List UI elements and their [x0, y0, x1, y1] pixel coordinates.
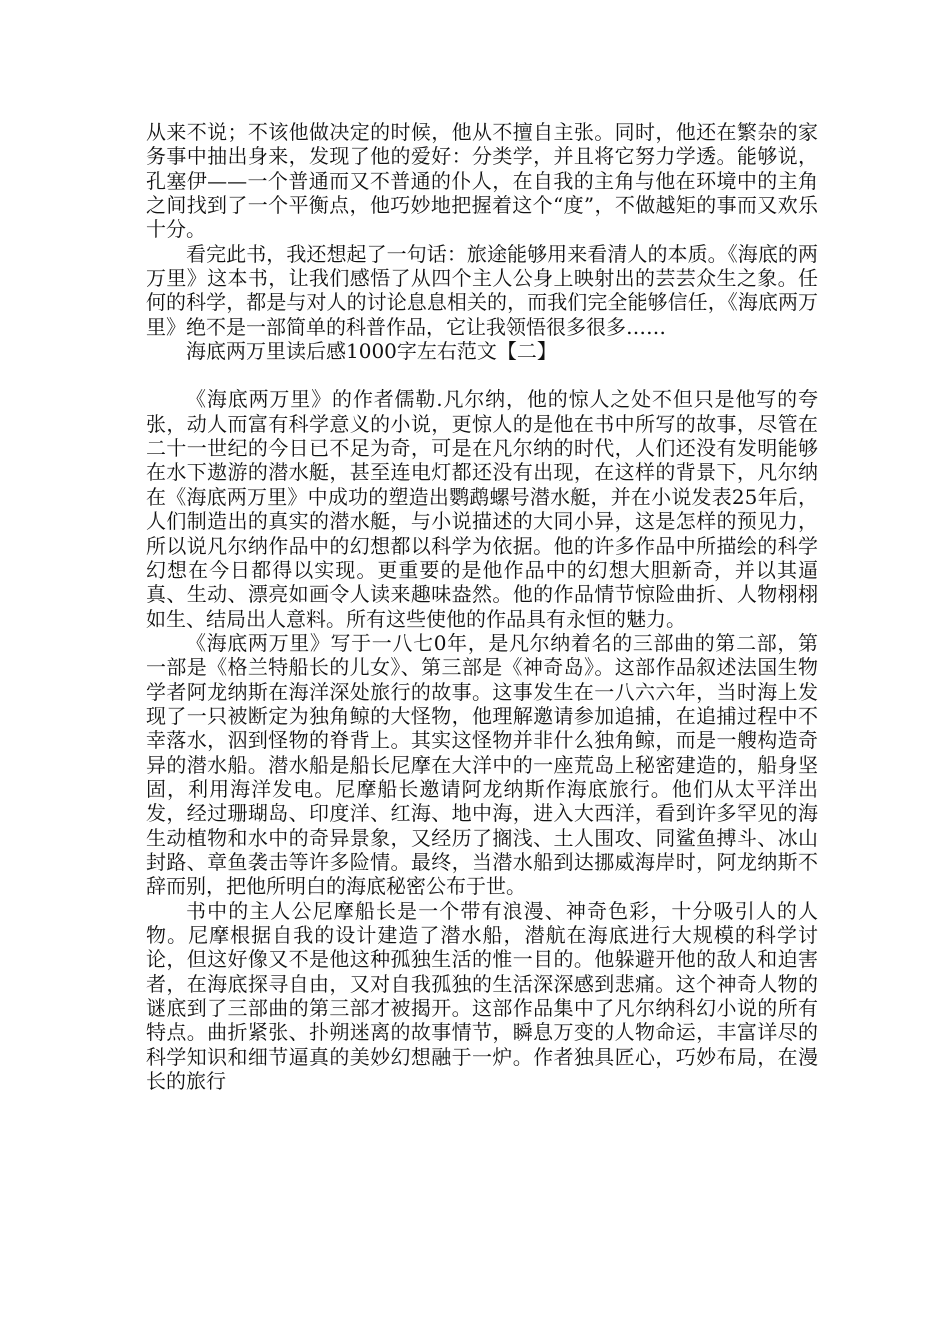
paragraph: 《海底两万里》写于一八七0年，是凡尔纳着名的三部曲的第二部，第一部是《格兰特船长的儿女》、第三部是《神奇岛》。这部作品叙述法国生物学者阿龙纳斯在海洋深处旅行的故事。这事发生在一八六六年，当时海上发现了一只被断定为独角鲸的大怪物，他理解邀请参加追捕，在追捕过程中不幸落水，泅到怪物的脊背上。其实这怪物并非什么独角鲸，而是一艘构造奇异的潜水船。潜水船是船长尼摩在大洋中的一座荒岛上秘密建造的，船身坚固，利用海洋发电。尼摩船长邀请阿龙纳斯作海底旅行。他们从太平洋出发，经过珊瑚岛、印度洋、红海、地中海，进入大西洋，看到许多罕见的海生动植物和水中的奇异景象，又经历了搁浅、土人围攻、同鲨鱼搏斗、冰山封路、章鱼袭击等许多险情。最终，当潜水船到达挪威海岸时，阿龙纳斯不辞而别，把他所明白的海底秘密公布于世。 — [146, 630, 818, 899]
section-heading: 海底两万里读后感1000字左右范文【二】 — [186, 339, 557, 364]
paragraph: 《海底两万里》的作者儒勒.凡尔纳，他的惊人之处不但只是他写的夸张，动人而富有科学意义的小说，更惊人的是他在书中所写的故事，尽管在二十一世纪的今日已不足为奇，可是在凡尔纳的时代，人们还没有发明能够在水下遨游的潜水艇，甚至连电灯都还没有出现，在这样的背景下，凡尔纳在《海底两万里》中成功的塑造出鹦鹉螺号潜水艇，并在小说发表25年后，人们制造出的真实的潜水艇，与小说描述的大同小异，这是怎样的预见力，所以说凡尔纳作品中的幻想都以科学为依据。他的许多作品中所描绘的科学幻想在今日都得以实现。更重要的是他作品中的幻想大胆新奇，并以其逼真、生动、漂亮如画令人读来趣味盎然。他的作品情节惊险曲折、人物栩栩如生、结局出人意料。所有这些使他的作品具有永恒的魅力。 — [146, 387, 818, 631]
paragraph-continued: 从来不说；不该他做决定的时候，他从不擅自主张。同时，他还在繁杂的家务事中抽出身来，发现了他的爱好：分类学，并且将它努力学透。能够说，孔塞伊——一个普通而又不普通的仆人，在自我的主角与他在环境中的主角之间找到了一个平衡点，他巧妙地把握着这个“度”，不做越矩的事而又欢乐十分。 — [146, 120, 818, 242]
document-body — [146, 120, 818, 1093]
blank-line — [146, 363, 818, 387]
paragraph: 书中的主人公尼摩船长是一个带有浪漫、神奇色彩，十分吸引人的人物。尼摩根据自我的设计建造了潜水船，潜航在海底进行大规模的科学讨论，但这好像又不是他这种孤独生活的惟一目的。他躲避开他的敌人和迫害者，在海底探寻自由，又对自我孤独的生活深深感到悲痛。这个神奇人物的谜底到了三部曲的第三部才被揭开。这部作品集中了凡尔纳科幻小说的所有特点。曲折紧张、扑朔迷离的故事情节，瞬息万变的人物命运，丰富详尽的科学知识和细节逼真的美妙幻想融于一炉。作者独具匠心，巧妙布局，在漫长的旅行 — [146, 898, 818, 1094]
paragraph: 看完此书，我还想起了一句话：旅途能够用来看清人的本质。《海底的两万里》这本书，让我们感悟了从四个主人公身上映射出的芸芸众生之象。任何的科学，都是与对人的讨论息息相关的，而我们完全能够信任，《海底两万里》绝不是一部简单的科普作品，它让我领悟很多很多…… — [146, 241, 818, 339]
